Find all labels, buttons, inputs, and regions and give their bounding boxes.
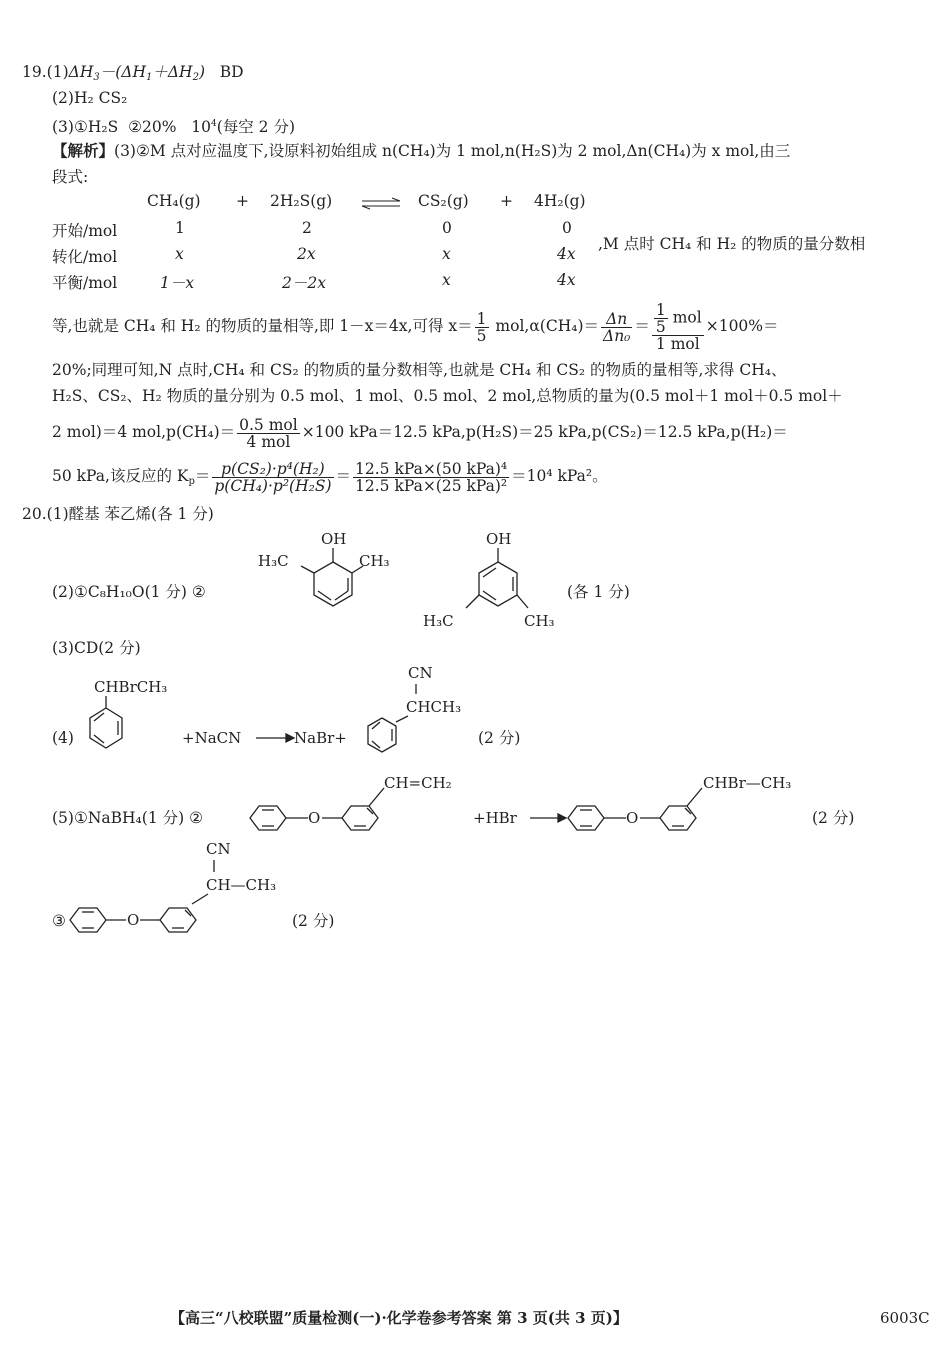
q19-part3-b: ②20% (128, 118, 177, 136)
svg-text:CN: CN (206, 840, 231, 858)
q20-part5-c-score: (2 分) (292, 912, 335, 930)
q20-part5-label: (5)①NaBH₄(1 分) ② (52, 809, 203, 827)
structure-26-dimethylphenol (255, 528, 405, 618)
q20-part5-score: (2 分) (812, 809, 855, 827)
q19-number: 19. (22, 63, 47, 81)
q19-part3 (52, 114, 295, 137)
svg-text:CH=CH₂: CH=CH₂ (384, 774, 452, 792)
svg-text:CHBrCH₃: CHBrCH₃ (94, 678, 168, 696)
structure-5c (68, 838, 308, 938)
q19-part1-label: (1) (46, 63, 69, 81)
svg-text:O: O (308, 809, 321, 827)
svg-text:+HBr: +HBr (473, 809, 517, 827)
q20-part3: (3)CD(2 分) (52, 639, 141, 657)
row-label-change: 转化/mol (52, 248, 118, 266)
reaction-4 (70, 660, 490, 770)
row-label-start: 开始/mol (52, 222, 118, 240)
q19-part1 (22, 62, 244, 88)
q20-part4-label: (4) (52, 729, 74, 747)
species-cs2: CS₂(g) (418, 192, 469, 210)
species-ch4: CH₄(g) (147, 192, 201, 210)
row-label-eq: 平衡/mol (52, 274, 118, 292)
q19-part3-c: $10^4$ (191, 118, 217, 136)
svg-text:CHCH₃: CHCH₃ (406, 698, 462, 716)
q20-part1: 20.(1)醛基 苯乙烯(各 1 分) (22, 505, 214, 523)
label-h3c: H₃C (258, 552, 289, 570)
q19-line-e: 50 kPa,该反应的 $K_p=$ $\frac{\text{p(CS₂)·p⁴(H₂)}}{\text{p(CH₄)·p²(H₂S)}}$ ＝ $\frac{\text{12.5 kPa×(50 kPa)⁴}}{\text{12.5 kPa×(25 kPa)²}}$ ＝10⁴ kPa²。 (52, 459, 608, 495)
q19-line-b: 20%;同理可知,N 点时,CH₄ 和 CS₂ 的物质的量分数相等,也就是 CH₄ 和 CS₂ 的物质的量相等,求得 CH₄、 (52, 361, 787, 379)
footer-code: 6003C (880, 1309, 930, 1327)
species-h2: 4H₂(g) (534, 192, 586, 210)
svg-text:H₃C: H₃C (423, 612, 454, 630)
q19-part2-answer: H₂ CS₂ (73, 89, 128, 107)
q19-part3-note: (每空 2 分) (216, 118, 295, 136)
svg-text:+NaCN: +NaCN (182, 729, 242, 747)
svg-text:O: O (626, 809, 639, 827)
q20-part2: (2)①C₈H₁₀O(1 分) ② (52, 583, 206, 601)
plus-1: + (236, 192, 249, 210)
q20-part2-note: (各 1 分) (567, 583, 630, 601)
svg-text:O: O (127, 911, 140, 929)
label-oh: OH (321, 530, 347, 548)
q19-line-d: 2 mol)＝4 mol,p(CH₄)＝ $\frac{\text{0.5 mol}}{\text{4 mol}}$ ×100 kPa＝12.5 kPa,p(H₂S)＝25 kPa,p(CS₂)＝12.5 kPa,p(H₂)＝ (52, 415, 788, 451)
q19-line-a: 等,也就是 CH₄ 和 H₂ 的物质的量相等,即 1－x＝4x,可得 x＝ $\frac{1}{5}$ mol,α(CH₄)＝ $\frac{\Delta n}{\text{Δn₀}}$ ＝ $\frac{1}{5}$ mol 1 mol ×100%＝ (52, 301, 779, 353)
svg-text:CH—CH₃: CH—CH₃ (206, 876, 277, 894)
analysis-tag: 【解析】 (52, 141, 115, 160)
svg-text:CHBr—CH₃: CHBr—CH₃ (703, 774, 792, 792)
q19-part1-answer: BD (219, 63, 244, 81)
label-ch3: CH₃ (359, 552, 390, 570)
equilibrium-arrow (362, 198, 402, 210)
footer-text: 【高三“八校联盟”质量检测(一)·化学卷参考答案 第 3 页(共 3 页)】 (170, 1309, 628, 1327)
q20-number: 20. (22, 505, 47, 523)
q19-part3-a: ①H₂S (73, 118, 119, 136)
q20-part5-c-label: ③ (52, 912, 66, 930)
plus-2: + (500, 192, 513, 210)
species-h2s: 2H₂S(g) (270, 192, 333, 210)
q19-analysis-intro2: 段式: (52, 168, 89, 186)
svg-text:CN: CN (408, 664, 433, 682)
q20-part4-score: (2 分) (478, 729, 521, 747)
q19-part2 (52, 88, 127, 108)
svg-text:NaBr+: NaBr+ (294, 729, 347, 747)
reaction-5 (248, 768, 808, 838)
q19-part1-formula: $\Delta H_3-(\Delta H_1+\Delta H_2)$ (68, 63, 206, 83)
big-fraction: $\frac{1}{5}$ mol 1 mol (652, 302, 704, 352)
svg-text:CH₃: CH₃ (524, 612, 555, 630)
svg-text:OH: OH (486, 530, 512, 548)
table-side-note: ,M 点时 CH₄ 和 H₂ 的物质的量分数相 (598, 235, 866, 253)
q19-line-c: H₂S、CS₂、H₂ 物质的量分别为 0.5 mol、1 mol、0.5 mol、2 mol,总物质的量为(0.5 mol＋1 mol＋0.5 mol＋ (52, 387, 843, 405)
q19-part2-label: (2) (52, 89, 74, 107)
structure-35-dimethylphenol (420, 528, 570, 633)
q19-analysis-intro: 【解析】(3)②M 点对应温度下,设原料初始组成 n(CH₄)为 1 mol,n(H₂S)为 2 mol,Δn(CH₄)为 x mol,由三 (52, 141, 791, 160)
q19-part3-label: (3) (52, 118, 74, 136)
